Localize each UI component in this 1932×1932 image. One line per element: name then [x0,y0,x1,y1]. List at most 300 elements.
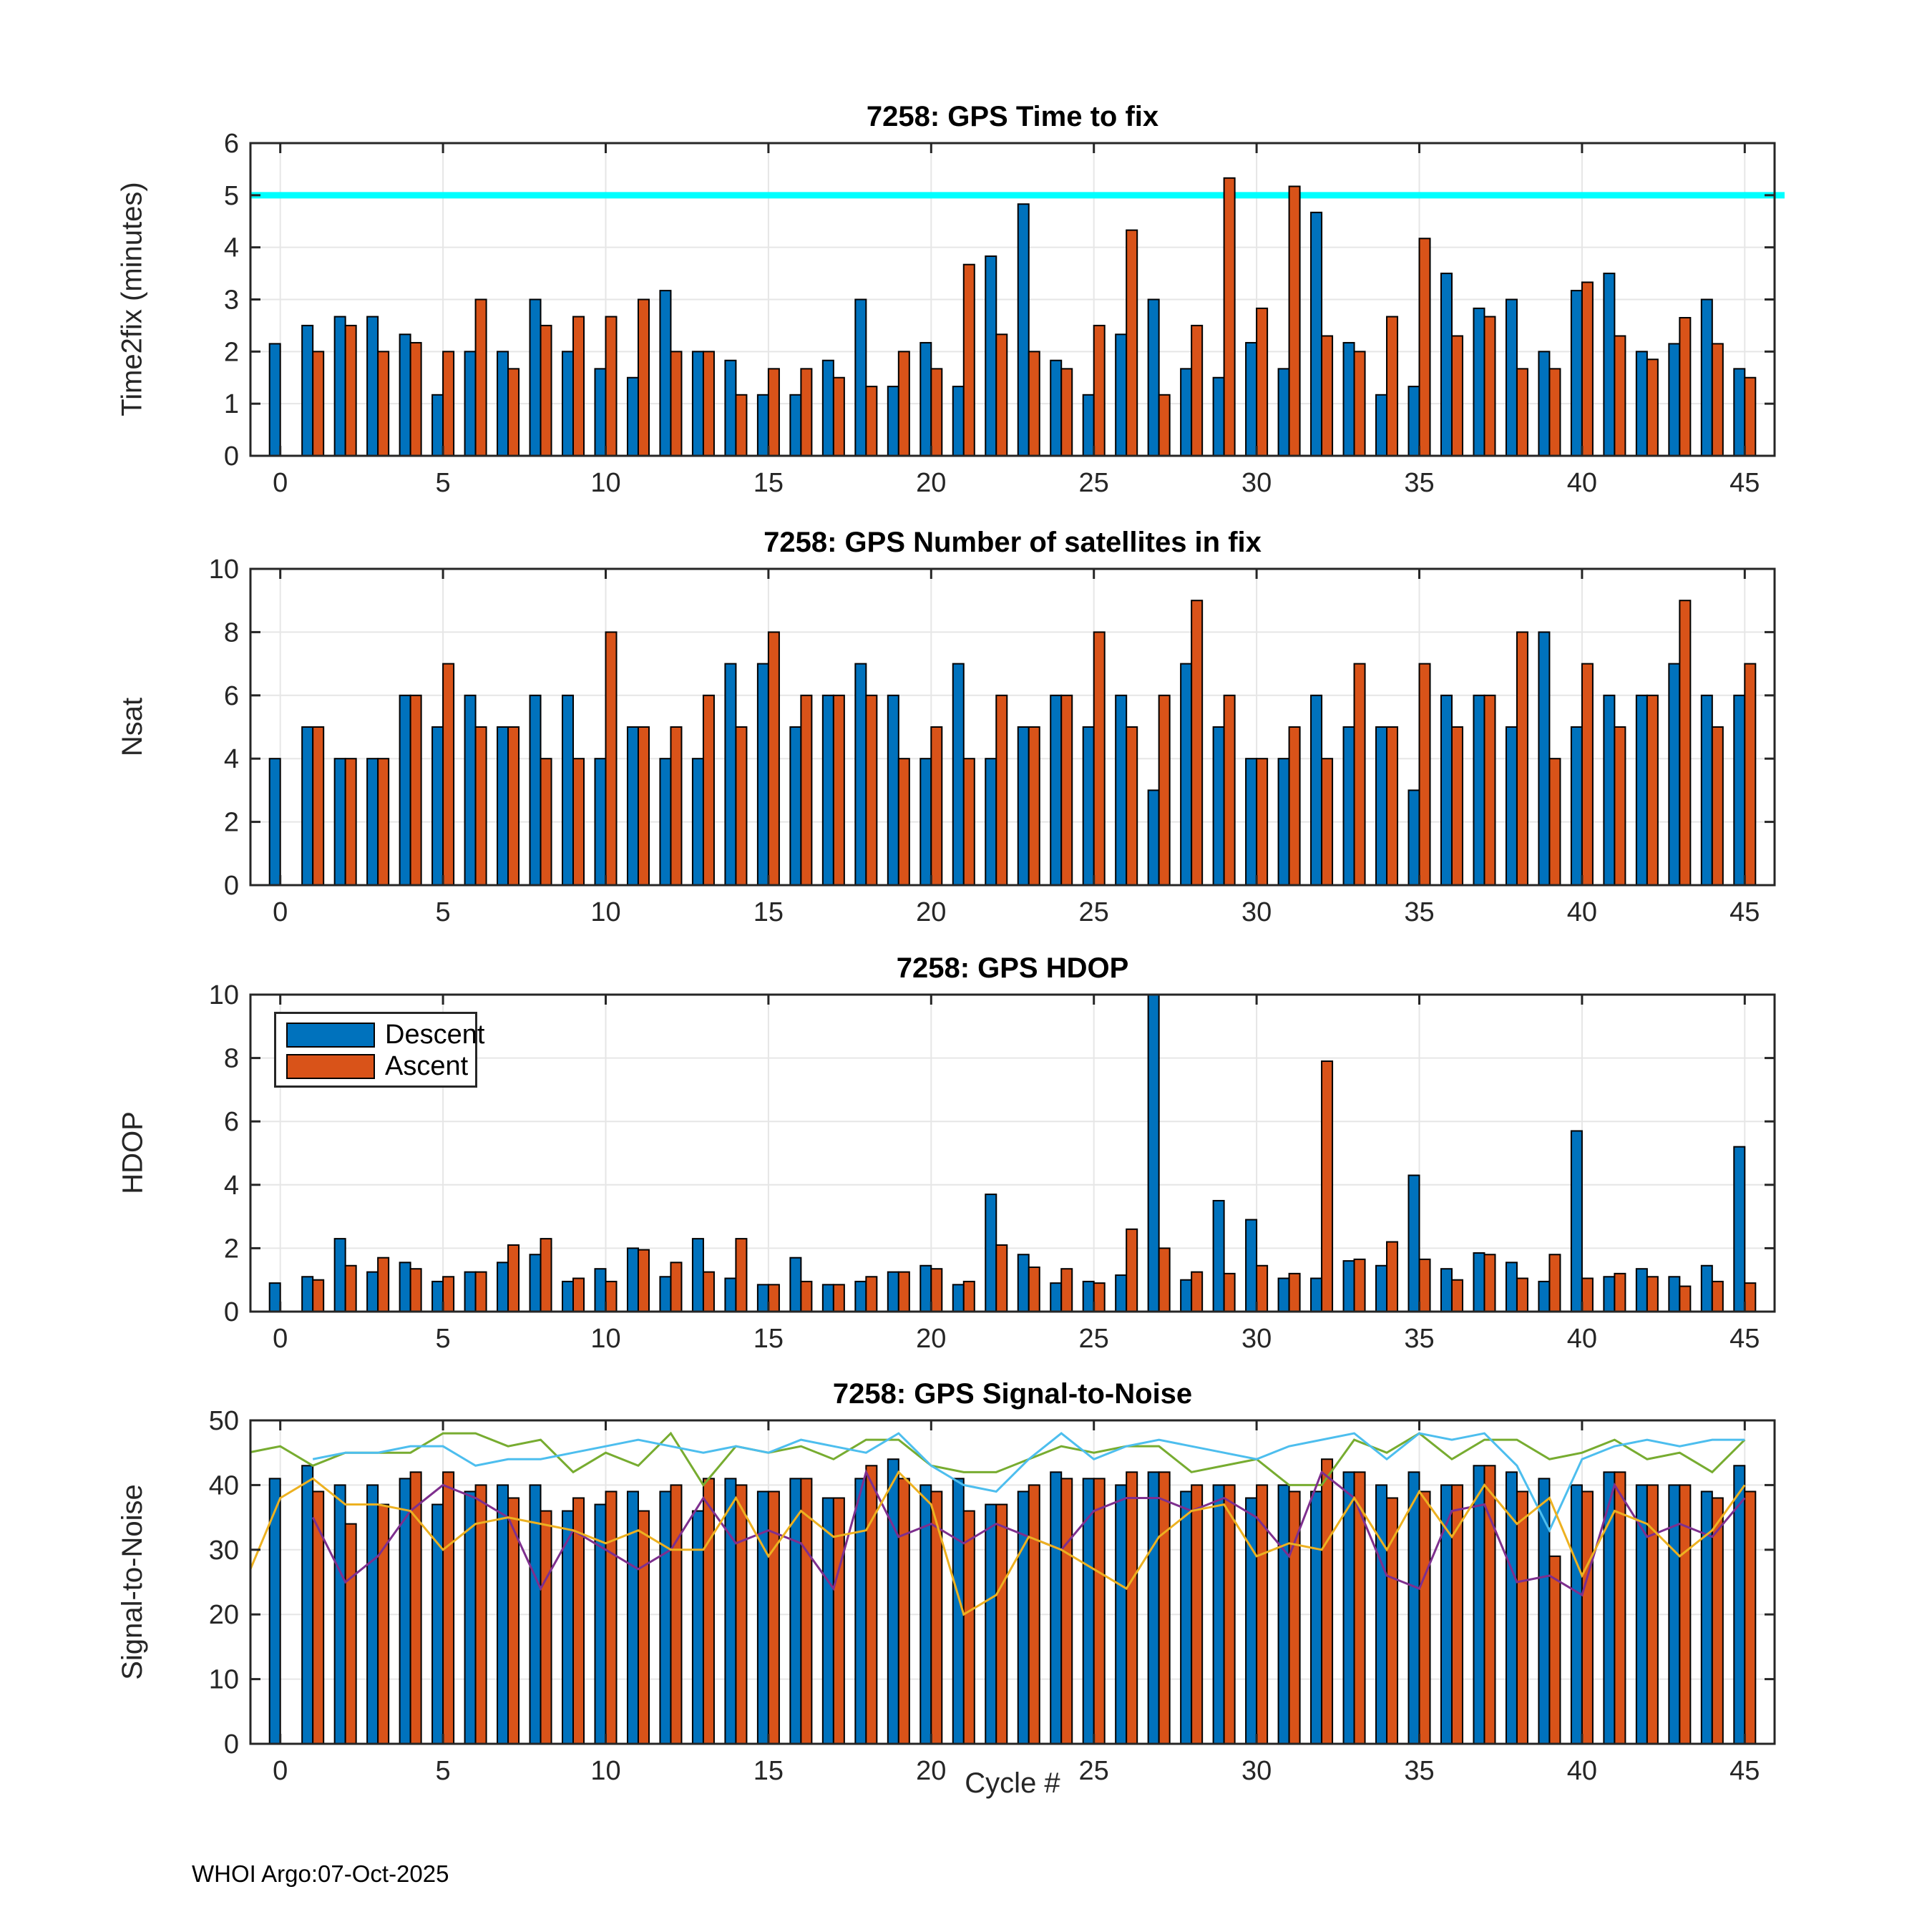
bar [823,696,834,885]
bar [1452,1280,1463,1312]
bar [1224,178,1235,456]
bar [508,1245,519,1312]
bar [1181,1491,1191,1744]
y-tick-label: 4 [223,1170,239,1201]
bar [725,1478,736,1744]
chart-nsat-ylabel: Nsat [117,697,148,757]
bar [1322,1061,1332,1312]
bar [595,758,605,885]
bar [1549,369,1560,456]
bar [985,256,996,456]
bar [1604,696,1614,885]
y-tick-label: 10 [208,1664,239,1695]
bar [1257,758,1267,885]
y-tick-label: 6 [223,680,239,711]
bar [769,632,779,885]
bar [801,369,811,456]
bar [1214,1201,1224,1312]
x-tick-label: 40 [1566,1324,1598,1354]
bar [888,696,899,885]
bar [1441,273,1452,456]
x-tick-label: 35 [1404,1756,1435,1786]
bar [1473,696,1484,885]
bar [660,291,670,456]
bar [823,1284,834,1312]
bar [1279,758,1289,885]
y-tick-label: 2 [223,1234,239,1264]
bar [1191,326,1202,456]
bar [1614,336,1625,456]
bar [367,1485,378,1744]
chart-hdop-title: 7258: GPS HDOP [896,952,1129,984]
bar [476,1272,487,1312]
bar [670,351,681,456]
bar [1224,1274,1235,1312]
y-tick-label: 6 [223,129,239,159]
bar [834,696,844,885]
bar [638,727,649,885]
bar [1126,230,1137,456]
bar [996,1505,1007,1744]
bar [1387,317,1397,456]
bar [790,1258,801,1312]
x-tick-label: 25 [1078,897,1109,927]
bar [628,1248,638,1312]
x-tick-label: 20 [916,1324,947,1354]
bar [855,300,866,457]
bar [1669,343,1679,456]
bar [378,758,389,885]
x-tick-label: 45 [1729,468,1760,498]
y-tick-label: 30 [208,1535,239,1566]
bar [899,1478,909,1744]
bar [530,300,541,457]
plot-area-1 [209,555,1775,927]
y-tick-label: 0 [223,441,239,472]
bar [1745,1283,1755,1312]
bar [1083,1282,1094,1312]
bar [562,696,573,885]
bar [1538,632,1549,885]
y-tick-label: 3 [223,285,239,316]
bar [1604,1277,1614,1312]
bar [996,696,1007,885]
bar [823,361,834,456]
x-tick-label: 0 [273,1324,288,1354]
bar [1355,1259,1365,1312]
bar [335,758,346,885]
bar [1029,1485,1040,1744]
x-tick-label: 25 [1078,468,1109,498]
bar [1214,378,1224,456]
bar [1257,308,1267,456]
bar [866,1277,877,1312]
bar [1484,696,1495,885]
bar [367,1272,378,1312]
x-tick-label: 20 [916,1756,947,1786]
chart-snr-ylabel: Signal-to-Noise [117,1484,148,1680]
bar [1517,632,1528,885]
bar [1050,696,1061,885]
bar [703,351,714,456]
bar [964,758,975,885]
bar [443,1277,454,1312]
bar [985,1194,996,1312]
bar [1116,1275,1126,1312]
bar [1148,1472,1159,1744]
bar [931,369,942,456]
bar [866,386,877,456]
bar [1582,664,1593,885]
bar [736,395,746,456]
bar [1322,336,1332,456]
bar [1126,1229,1137,1312]
y-tick-label: 50 [208,1406,239,1436]
x-axis-label: Cycle # [965,1767,1060,1799]
bar [660,758,670,885]
x-tick-label: 20 [916,468,947,498]
bar [1441,1269,1452,1312]
x-tick-label: 5 [435,1324,451,1354]
bar [541,758,552,885]
bar [443,1472,454,1744]
bar [562,351,573,456]
bar [1050,361,1061,456]
x-tick-label: 45 [1729,1324,1760,1354]
bar [605,317,616,456]
bar [1387,1242,1397,1312]
bar [638,1511,649,1744]
bar [996,1245,1007,1312]
bar [1571,1485,1582,1744]
bar [638,300,649,457]
bar [1355,664,1365,885]
bar [1224,696,1235,885]
bar [725,361,736,456]
x-tick-label: 5 [435,897,451,927]
bar [1018,1254,1029,1312]
bar [1246,758,1257,885]
bar [465,351,476,456]
x-tick-label: 45 [1729,897,1760,927]
bar [1083,727,1094,885]
y-tick-label: 20 [208,1600,239,1631]
bar [302,727,313,885]
bar [1549,758,1560,885]
y-tick-label: 0 [223,871,239,901]
bar [573,317,584,456]
bar [1050,1283,1061,1312]
bar [1181,369,1191,456]
bar [508,369,519,456]
bar [1506,300,1517,457]
bar [801,1282,811,1312]
bar [660,1491,670,1744]
bar [1647,1277,1658,1312]
bar [769,369,779,456]
chart-snr-title: 7258: GPS Signal-to-Noise [832,1378,1193,1410]
x-tick-label: 30 [1241,468,1272,498]
bar [1506,727,1517,885]
x-tick-label: 40 [1566,1756,1598,1786]
chart-time2fix-ylabel: Time2fix (minutes) [116,182,148,416]
bar [1549,1254,1560,1312]
bar [1191,600,1202,885]
bar [541,1239,552,1312]
bar [693,758,703,885]
bar [855,664,866,885]
bar [1506,1262,1517,1312]
y-tick-label: 6 [223,1107,239,1138]
bar [270,758,280,885]
bar [605,1491,616,1744]
chart-hdop-ylabel: HDOP [117,1111,149,1194]
bar [1745,664,1755,885]
bar [1029,727,1040,885]
bar [1636,351,1647,456]
bar [1669,664,1679,885]
bar [1538,351,1549,456]
bar [270,1283,280,1312]
bar [985,1505,996,1744]
descent-color-swatch [286,1023,375,1048]
bar [432,727,443,885]
y-tick-label: 0 [223,1297,239,1327]
bar [378,351,389,456]
bar [1061,1269,1072,1312]
x-tick-label: 20 [916,897,947,927]
bar [1647,696,1658,885]
bar [1116,696,1126,885]
bar [628,1491,638,1744]
bar [476,300,487,457]
bar [1116,334,1126,456]
y-tick-label: 0 [223,1729,239,1760]
legend-box [274,1012,485,1088]
bar [1018,727,1029,885]
bar [1473,308,1484,456]
bar [801,696,811,885]
bar [725,664,736,885]
bar [736,727,746,885]
bar [1604,273,1614,456]
bar [1712,1282,1723,1312]
x-tick-label: 10 [590,1756,621,1786]
bar [953,386,964,456]
bar [899,1272,909,1312]
bar [497,1262,508,1312]
bar [1289,727,1300,885]
bar [1376,1485,1387,1744]
bar [1159,1248,1170,1312]
bar [1344,343,1355,456]
y-tick-label: 8 [223,1043,239,1074]
bar [855,1478,866,1744]
x-tick-label: 15 [753,468,784,498]
bar [573,1278,584,1312]
bar [1582,1278,1593,1312]
bar [530,696,541,885]
bar [1734,369,1745,456]
bar [1679,318,1690,456]
bar [1538,1282,1549,1312]
bar [670,1485,681,1744]
bar [432,395,443,456]
bar [335,317,346,456]
bar [1517,369,1528,456]
bar [1712,727,1723,885]
line_green [248,1433,1745,1485]
bar [1126,727,1137,885]
bar [595,369,605,456]
bar [888,1459,899,1744]
bar [1050,1472,1061,1744]
bar [1214,727,1224,885]
bar [1279,369,1289,456]
bar [1420,238,1430,456]
bar [541,1511,552,1744]
bar [1484,317,1495,456]
chart-time2fix-title: 7258: GPS Time to fix [866,101,1159,132]
bar [400,334,411,456]
x-tick-label: 5 [435,468,451,498]
y-tick-label: 4 [223,233,239,263]
bar [670,727,681,885]
bar [703,1478,714,1744]
bar [628,727,638,885]
bar [1191,1272,1202,1312]
bar [953,664,964,885]
bar [1745,1491,1755,1744]
bar [1376,727,1387,885]
bar [670,1262,681,1312]
bar [378,1505,389,1744]
bar [769,1284,779,1312]
bar [1061,1478,1072,1744]
x-tick-label: 0 [273,897,288,927]
bar [1669,1277,1679,1312]
y-tick-label: 4 [223,744,239,775]
bar [1702,1491,1712,1744]
bar [1246,1220,1257,1312]
bar [693,351,703,456]
bar [758,1491,769,1744]
bar [1311,1491,1322,1744]
x-tick-label: 10 [590,1324,621,1354]
bar [703,696,714,885]
bar [834,378,844,456]
bar [1636,696,1647,885]
bar [964,265,975,456]
bar [1452,336,1463,456]
bar [497,727,508,885]
x-tick-label: 30 [1241,1756,1272,1786]
bar [899,351,909,456]
bar [1614,1274,1625,1312]
x-tick-label: 10 [590,468,621,498]
bar [1408,1472,1419,1744]
bar [346,758,356,885]
legend-label-descent: Descent [385,1020,485,1050]
bar [465,1272,476,1312]
bar [1420,664,1430,885]
bar [1517,1278,1528,1312]
bar [1094,1283,1105,1312]
bar [443,664,454,885]
bar [411,343,421,456]
x-tick-label: 15 [753,1756,784,1786]
chart-nsat-title: 7258: GPS Number of satellites in fix [763,527,1262,558]
bar [1517,1491,1528,1744]
bar [736,1239,746,1312]
bar [628,378,638,456]
bar [562,1282,573,1312]
bar [1018,1491,1029,1744]
bar [1311,696,1322,885]
bar [1311,213,1322,456]
bar [1344,1261,1355,1312]
bar [1734,1147,1745,1312]
bar [1712,343,1723,456]
bar [595,1269,605,1312]
bar [1159,395,1170,456]
y-tick-label: 10 [208,980,239,1010]
bar [1289,1491,1300,1744]
bar [1376,1266,1387,1312]
bar [964,1282,975,1312]
bar [1061,369,1072,456]
bar [769,1491,779,1744]
bar [335,1485,346,1744]
bar [1636,1269,1647,1312]
bar [411,1269,421,1312]
x-tick-label: 0 [273,468,288,498]
bar [1289,186,1300,456]
bar [888,386,899,456]
bar [920,343,931,456]
bar [920,1266,931,1312]
bar [1387,727,1397,885]
bar [1582,282,1593,456]
bar [758,1284,769,1312]
x-tick-label: 15 [753,1324,784,1354]
bar [1214,1485,1224,1744]
bar [1246,1498,1257,1744]
bar [1289,1274,1300,1312]
bar [1408,790,1419,885]
bar [1094,326,1105,456]
bar [985,758,996,885]
bar [1224,1485,1235,1744]
bar [888,1272,899,1312]
bar [1181,1280,1191,1312]
bar [1571,291,1582,456]
bar [1083,395,1094,456]
bar [1159,1472,1170,1744]
y-tick-label: 2 [223,807,239,838]
bar [313,727,323,885]
bar [497,351,508,456]
bar [790,727,801,885]
footer-stamp: WHOI Argo:07-Oct-2025 [192,1860,449,1887]
bar [335,1239,346,1312]
x-tick-label: 40 [1566,468,1598,498]
y-tick-label: 1 [223,389,239,420]
bar [899,758,909,885]
x-tick-label: 25 [1078,1756,1109,1786]
bar [1322,758,1332,885]
bar [1116,1485,1126,1744]
